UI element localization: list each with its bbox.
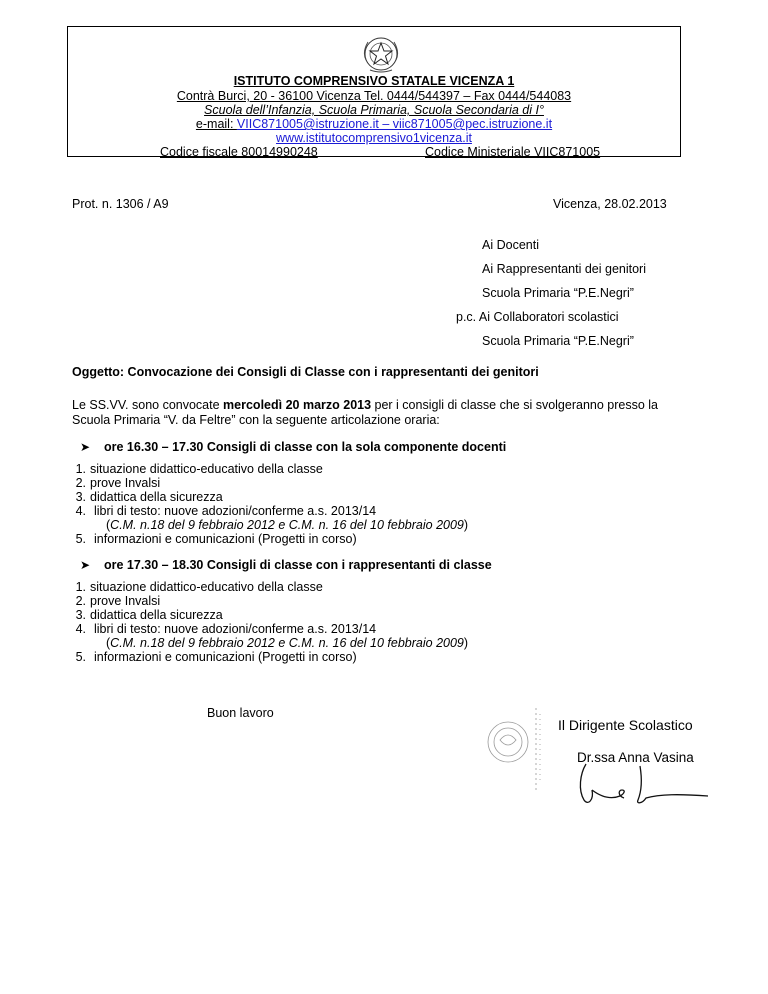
list-number: 5.	[75, 650, 86, 664]
subject-line: Oggetto: Convocazione dei Consigli di Classe con i rappresentanti dei genitori	[72, 365, 539, 379]
arrow-bullet-icon: ➤	[80, 440, 91, 454]
recipient-line: Scuola Primaria “P.E.Negri”	[482, 334, 634, 348]
email-link-1[interactable]: VIIC871005@istruzione.it	[236, 117, 379, 131]
school-seal-icon	[484, 700, 546, 800]
list-item: prove Invalsi	[90, 594, 161, 608]
list-item: prove Invalsi	[90, 476, 161, 490]
signatory-name: Dr.ssa Anna Vasina	[577, 750, 694, 765]
circular-note: (C.M. n.18 del 9 febbraio 2012 e C.M. n. 16 del 10 febbraio 2009)	[106, 518, 469, 532]
list-item: situazione didattico-educativo della classe	[90, 580, 323, 594]
website-link[interactable]: www.istitutocomprensivo1vicenza.it	[276, 131, 472, 145]
recipient-line: Ai Rappresentanti dei genitori	[482, 262, 646, 276]
list-number: 1.	[75, 462, 86, 476]
list-number: 5.	[75, 532, 86, 546]
list-number: 3.	[75, 608, 86, 622]
ministry-code: Codice Ministeriale VIIC871005	[425, 145, 601, 159]
session-heading: ore 17.30 – 18.30 Consigli di classe con i rappresentanti di classe	[104, 558, 492, 572]
circular-reference: C.M. n.18 del 9 febbraio 2012 e C.M. n. 16 del 10 febbraio 2009	[110, 518, 464, 532]
fiscal-code: Codice fiscale 80014990248	[160, 145, 318, 159]
list-item: libri di testo: nuove adozioni/conferme a.s. 2013/14	[94, 622, 377, 636]
signatory-title: Il Dirigente Scolastico	[558, 717, 693, 733]
body-text: Le SS.VV. sono convocate	[72, 398, 224, 412]
session-heading: ore 16.30 – 17.30 Consigli di classe con la sola componente docenti	[104, 440, 507, 454]
list-number: 2.	[75, 476, 86, 490]
recipient-line: Scuola Primaria “P.E.Negri”	[482, 286, 634, 300]
place-date: Vicenza, 28.02.2013	[553, 197, 667, 211]
closing-text: Buon lavoro	[207, 706, 274, 720]
list-number: 3.	[75, 490, 86, 504]
list-number: 4.	[75, 622, 86, 636]
website-line	[67, 131, 681, 146]
meeting-date: mercoledì 20 marzo 2013	[223, 398, 372, 412]
school-name: ISTITUTO COMPRENSIVO STATALE VICENZA 1	[233, 74, 515, 88]
email-label: e-mail:	[195, 117, 237, 131]
list-item: didattica della sicurezza	[90, 490, 223, 504]
republic-emblem-icon	[358, 30, 404, 76]
list-item: informazioni e comunicazioni (Progetti in corso)	[94, 650, 357, 664]
list-item: libri di testo: nuove adozioni/conferme a.s. 2013/14	[94, 504, 377, 518]
recipient-line: Ai Docenti	[482, 238, 539, 252]
list-number: 2.	[75, 594, 86, 608]
list-number: 1.	[75, 580, 86, 594]
email-link-2[interactable]: viic871005@pec.istruzione.it	[392, 117, 553, 131]
list-item: didattica della sicurezza	[90, 608, 223, 622]
school-levels: Scuola dell’Infanzia, Scuola Primaria, Scuola Secondaria di I°	[204, 103, 544, 117]
circular-note: (C.M. n.18 del 9 febbraio 2012 e C.M. n. 16 del 10 febbraio 2009)	[106, 636, 469, 650]
school-address: Contrà Burci, 20 - 36100 Vicenza Tel. 0444/544397 – Fax 0444/544083	[176, 89, 572, 103]
body-line-2: Scuola Primaria “V. da Feltre” con la seguente articolazione oraria:	[72, 413, 440, 427]
body-text: per i consigli di classe che si svolgeranno presso la	[371, 398, 658, 412]
list-item: informazioni e comunicazioni (Progetti in corso)	[94, 532, 357, 546]
arrow-bullet-icon: ➤	[80, 558, 91, 572]
list-number: 4.	[75, 504, 86, 518]
email-line	[67, 117, 681, 132]
list-item: situazione didattico-educativo della classe	[90, 462, 323, 476]
handwritten-signature-icon	[570, 760, 720, 810]
recipient-line: p.c. Ai Collaboratori scolastici	[456, 310, 619, 324]
protocol-number: Prot. n. 1306 / A9	[72, 197, 169, 211]
email-separator: –	[378, 117, 393, 131]
circular-reference: C.M. n.18 del 9 febbraio 2012 e C.M. n. 16 del 10 febbraio 2009	[110, 636, 464, 650]
body-line-1	[72, 398, 658, 413]
